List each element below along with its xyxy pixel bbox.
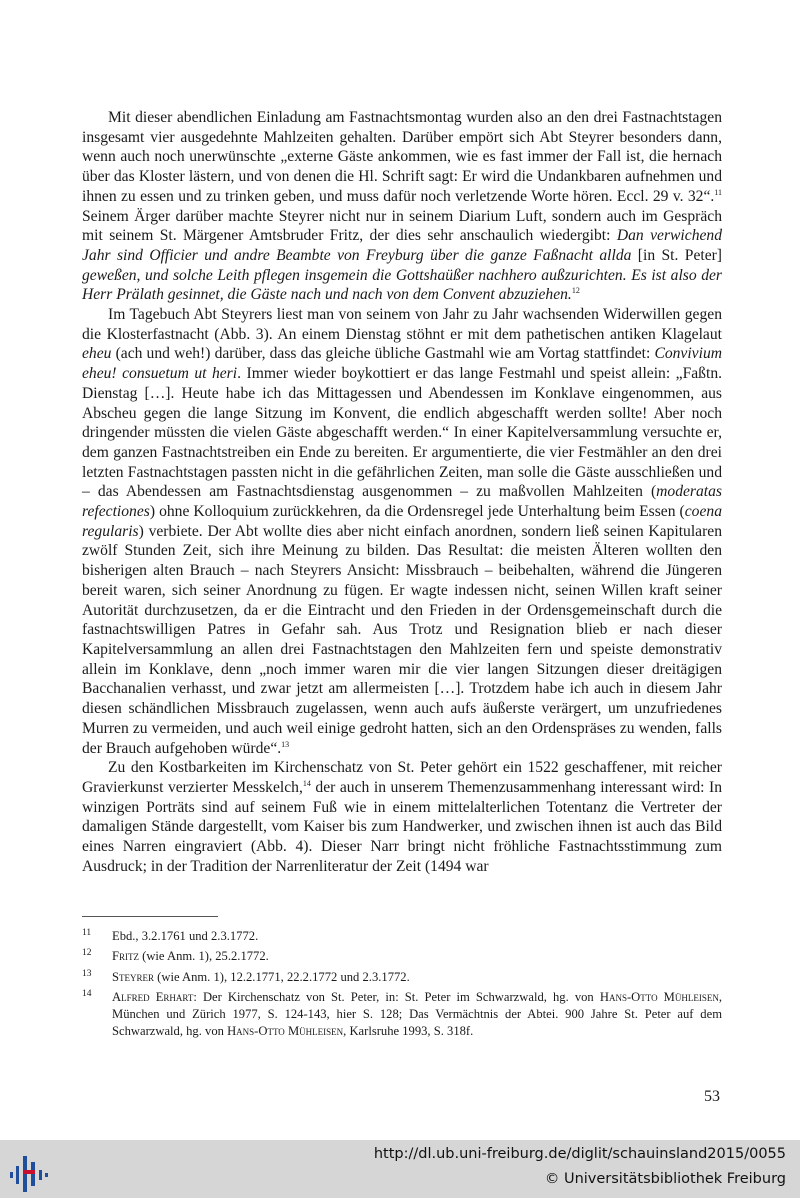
footnote-ref: 14 — [302, 778, 311, 788]
footnote — [82, 989, 722, 1041]
copyright-notice: © Universitätsbibliothek Freiburg — [544, 1171, 786, 1187]
italic-term: moderatas refectiones — [82, 483, 722, 521]
text-run: Mit dieser abendlichen Einladung am Fastnachtsmontag wurden also an den drei Fastnachtstagen insgesamt vier ausgedehnte Mahlzeiten gehalten. Darüber empört sich Abt Steyrer besonders dann, wenn auch noch unerwünschte „externe Gäste ankommen, wie es fast immer der Fall ist, die hernach über das Kloster lästern, und von denen die Hl. Schrift sagt: Er wird die Undankbaren aufnehmen und ihnen zu essen und zu trinken geben, und muss dafür noch verletzende Worte hören. Eccl. 29 v. 32“. — [82, 109, 722, 205]
footnote-ref: 13 — [281, 739, 290, 749]
ub-freiburg-logo-icon[interactable] — [6, 1148, 52, 1194]
italic-term: eheu — [82, 345, 112, 363]
footnote — [82, 948, 722, 965]
editor-name: Hans-Otto Mühleisen — [227, 1024, 344, 1039]
italic-quote: Dan verwichend Jahr sind Officier und andre Beambte von Freyburg über die ganze Faßnacht allda — [82, 227, 723, 264]
footnotes — [82, 928, 722, 1044]
footnote-text — [112, 989, 722, 1041]
text-run: Zu den Kostbarkeiten im Kirchenschatz von St. Peter gehört ein 1522 geschaffener, mit reicher Gravierkunst verzierter Messkelch, — [82, 759, 722, 796]
text-run: ) verbiete. Der Abt wollte dies aber nicht einfach anordnen, sondern ließ seinen Kapitularen zwölf Stunden Zeit, sich ihre Meinung zu bilden. Das Resultat: die meisten Älteren wollten den bisherigen alten Brauch – nach Steyrers Ansicht: Missbrauch – beibehalten, während die Jüngeren bereit waren, sich seiner Anordnung zu fügen. Er wagte indessen nicht, seinen Willen kraft seiner Autorität durchzusetzen, da er die Eintracht und den Frieden in der Ordensgemeinschaft durch die fastnachtswilligen Patres in Gefahr sah. Aus Trotz und Resignation blieb er nach dieser Kapitelversammlung an allen drei Fastnachtstagen den Mahlzeiten fern und speiste demonstrativ allein im Konklave, denn „noch immer waren mir die vier langen Sitzungen dieser dreitägigen Bacchanalien verhasst, und zwar jetzt am allermeisten […]. Trotzdem habe ich auch in diesem Jahr diesen schändlichen Missbrauch zugelassen, wenn auch aufs äußerste verärgert, um unzufriedenes Murren zu vermeiden, und auch weil einige gedroht hatten, sich an den Ordenspräses zu wenden, falls der Brauch aufgehoben würde“. — [82, 522, 722, 757]
paragraph-1 — [82, 108, 722, 305]
text-run: , München und Zürich 1977, S. 124-143, hier S. 128; Das Vermächtnis der Abtei. 900 Jahre St. Peter auf dem Schwarzwald, hg. von — [112, 989, 723, 1039]
footnote-text — [112, 928, 722, 945]
text-run: Seinem Ärger darüber machte Steyrer nicht nur in seinem Diarium Luft, sondern auch im Gespräch mit seinem St. Märgener Amtsbruder Fritz, der dies sehr anschaulich wiedergibt: — [82, 207, 722, 245]
footnote-separator — [82, 916, 218, 917]
editor-name: Hans-Otto Mühleisen — [599, 989, 719, 1004]
body-text — [82, 108, 722, 876]
footnote-number: 13 — [82, 968, 92, 979]
page-number: 53 — [704, 1088, 720, 1105]
text-run: (ach und weh!) darüber, dass das gleiche übliche Gastmahl wie am Vortag stattfindet: — [111, 345, 655, 363]
footnote-text — [112, 948, 722, 965]
text-run: : Der Kirchenschatz von St. Peter, in: St. Peter im Schwarzwald, hg. von — [193, 989, 600, 1004]
author-name: Alfred Erhart — [112, 989, 194, 1004]
text-run: (wie Anm. 1), 25.2.1772. — [139, 949, 269, 964]
footnote-ref: 12 — [571, 286, 580, 296]
footnote-ref: 11 — [714, 187, 722, 197]
permalink-url[interactable]: http://dl.ub.uni-freiburg.de/diglit/schauinsland2015/0055 — [373, 1146, 786, 1162]
paragraph-3 — [82, 758, 722, 876]
author-name: Steyrer — [112, 969, 155, 984]
text-run: ) ohne Kolloquium zurückkehren, da die Ordensregel jede Unterhaltung beim Essen ( — [149, 503, 685, 521]
footnote-number: 14 — [82, 988, 92, 999]
italic-term: coena regularis — [82, 503, 722, 540]
author-name: Fritz — [112, 949, 139, 964]
paragraph-2 — [82, 305, 722, 758]
footnote-text — [112, 969, 722, 986]
italic-quote: geweßen, und solche Leith pflegen insgemein die Gottshaüßer nachhero außzurichten. Es ist also der Herr Prälath gesinnet, die Gäste nach und nach von dem Convent abzuziehen. — [82, 266, 722, 304]
footnote — [82, 928, 722, 945]
footnote-number: 11 — [82, 928, 92, 938]
text-run: der auch in unserem Themenzusammenhang interessant wird: In winzigen Porträts sind auf seinem Fuß wie in einem mittelalterlichen Totentanz die Vertreter der damaligen Stände dargestellt, vom Kaiser bis zum Handwerker, und zwischen ihnen ist auch das Bild eines Narren eingraviert (Abb. 4). Dieser Narr bringt nicht fröhliche Fastnachtsstimmung zum Ausdruck; in der Tradition der Narrenliteratur der Zeit (1494 war — [82, 778, 722, 875]
text-run: Ebd., 3.2.1761 und 2.3.1772. — [112, 929, 259, 943]
viewer-footer-bar — [0, 1140, 800, 1198]
footnote — [82, 969, 722, 986]
text-run: [in St. Peter] — [631, 246, 723, 264]
footnote-number: 12 — [82, 948, 92, 959]
text-run: . Immer wieder boykottiert er das lange Festmahl und speist allein: „Faßtn. Dienstag […]. Heute habe ich das Mittagessen und Abendessen im Konklave eingenommen, aus Abscheu gegen die lange Sitzung im Konvent, die endlich abgeschafft werden sollte! Aber noch dringender müssten die vielen Gäste abgeschafft werden.“ In einer Kapitelversammlung versuchte er, dem ganzen Fastnachtstreiben ein Ende zu bereiten. Er argumentierte, die vier Festmähler an den drei letzten Fastnachtstagen passten nicht in die gefährlichen Zeiten, man solle die Gäste ausschließen und – das Abendessen am Fastnachtsdienstag ausgenommen – zu maßvollen Mahlzeiten ( — [82, 365, 723, 501]
text-run: , Karlsruhe 1993, S. 318f. — [343, 1024, 474, 1039]
text-run: Im Tagebuch Abt Steyrers liest man von seinem von Jahr zu Jahr wachsenden Widerwillen gegen die Klosterfastnacht (Abb. 3). An einem Dienstag stöhnt er mit dem pathetischen antiken Klagelaut — [82, 306, 722, 343]
italic-quote: Convivium eheu! consuetum ut heri — [82, 345, 722, 383]
text-run: (wie Anm. 1), 12.2.1771, 22.2.1772 und 2.3.1772. — [154, 969, 410, 984]
